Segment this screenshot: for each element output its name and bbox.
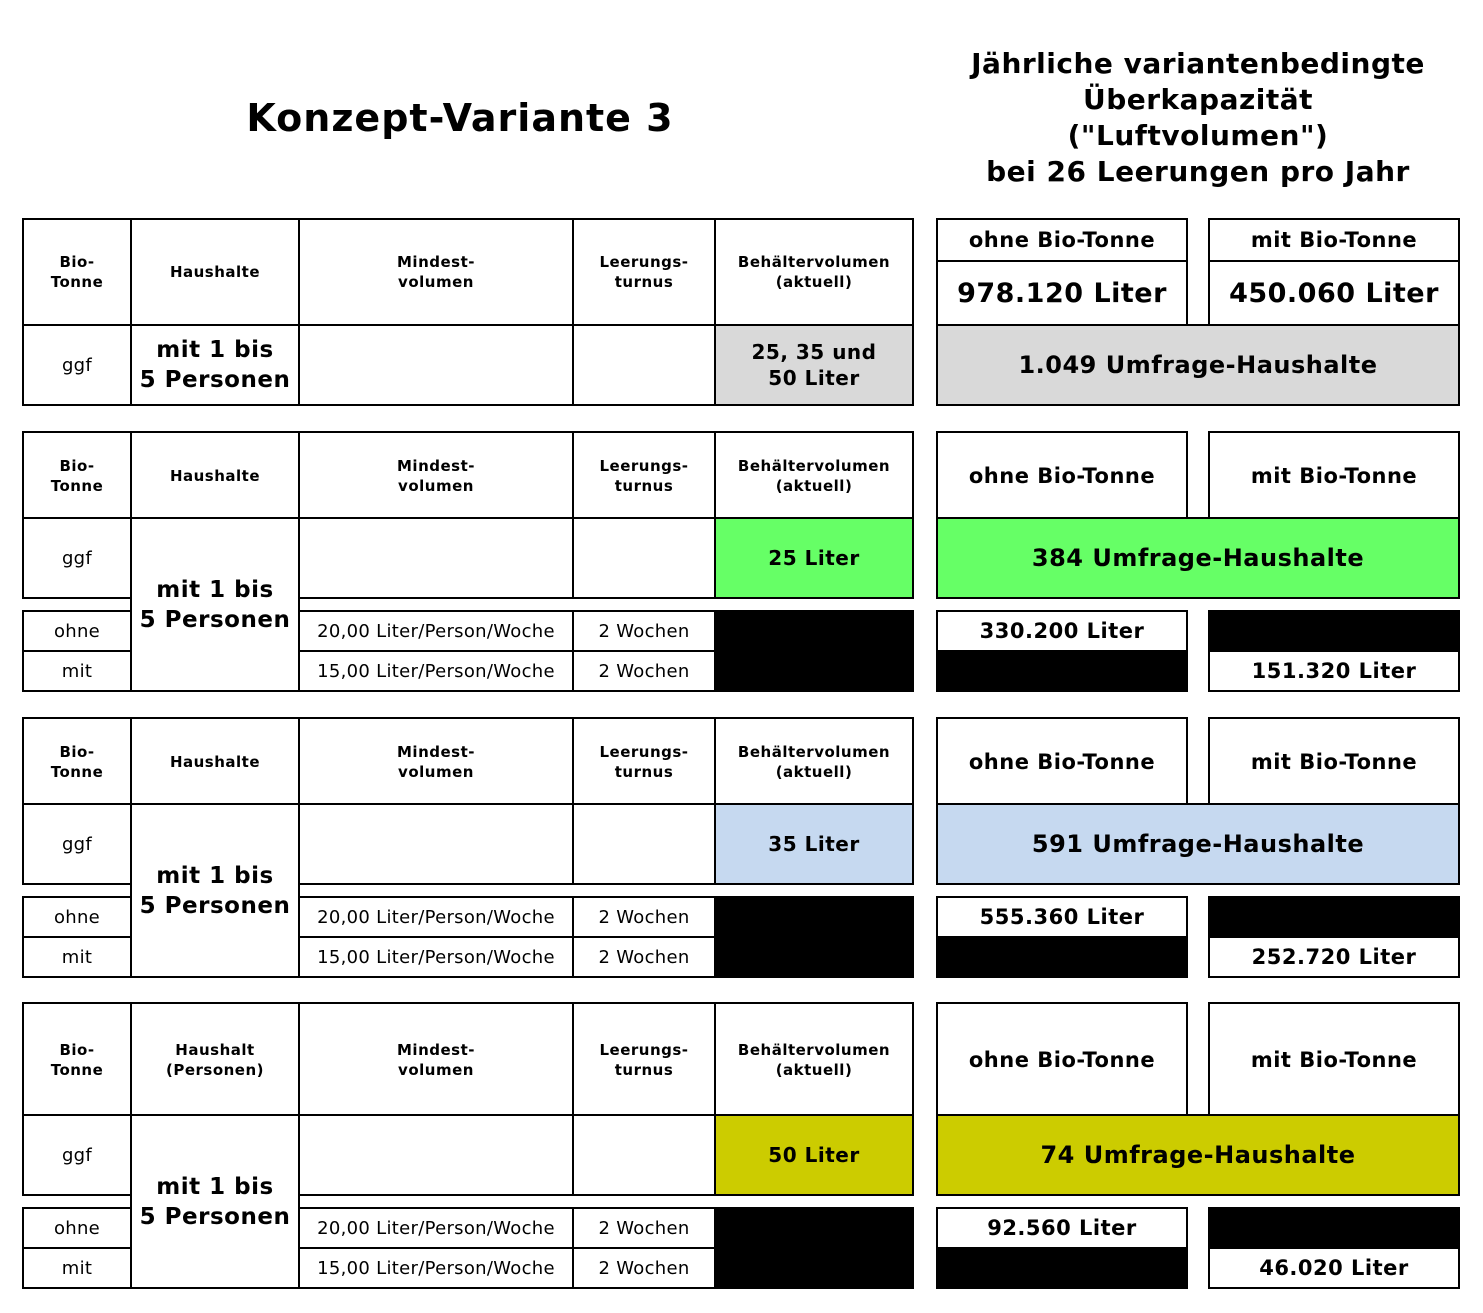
header-mit-bio: mit Bio-Tonne <box>1208 431 1460 520</box>
empty-cell <box>298 324 574 406</box>
minvol-cell: 20,00 Liter/Person/Woche <box>298 896 574 938</box>
minvol-cell: 15,00 Liter/Person/Woche <box>298 650 574 692</box>
volume-cell: 25, 35 und 50 Liter <box>714 324 914 406</box>
header-behaeltervolumen: Behältervolumen (aktuell) <box>714 1002 914 1117</box>
blacked-cell <box>1208 1207 1460 1249</box>
bio-cell: ggf <box>22 517 132 599</box>
capacity-heading-line: ("Luftvolumen") <box>1067 119 1329 152</box>
bio-mit-cell: mit <box>22 936 132 978</box>
households-count: 1.049 Umfrage-Haushalte <box>936 324 1460 406</box>
bio-cell: ggf <box>22 324 132 406</box>
mit-liter-value: 46.020 Liter <box>1208 1247 1460 1289</box>
capacity-heading-line: Überkapazität <box>1082 83 1314 116</box>
mit-liter-value: 151.320 Liter <box>1208 650 1460 692</box>
turnus-cell: 2 Wochen <box>572 1247 716 1289</box>
header-leerungsturnus: Leerungs- turnus <box>572 1002 716 1117</box>
header-mit-bio: mit Bio-Tonne <box>1208 218 1460 262</box>
header-ohne-bio: ohne Bio-Tonne <box>936 431 1188 520</box>
header-leerungsturnus: Leerungs- turnus <box>572 431 716 520</box>
header-haushalte: Haushalte <box>130 218 300 326</box>
turnus-cell: 2 Wochen <box>572 610 716 652</box>
empty-cell <box>572 324 716 406</box>
blacked-cell <box>714 610 914 692</box>
mit-liter-value: 252.720 Liter <box>1208 936 1460 978</box>
header-behaeltervolumen: Behältervolumen (aktuell) <box>714 431 914 520</box>
turnus-cell: 2 Wochen <box>572 1207 716 1249</box>
volume-cell: 25 Liter <box>714 517 914 599</box>
minvol-cell: 20,00 Liter/Person/Woche <box>298 1207 574 1249</box>
empty-cell <box>572 803 716 885</box>
capacity-heading-line: Jährliche variantenbedingte <box>971 47 1425 80</box>
households-count: 384 Umfrage-Haushalte <box>936 517 1460 599</box>
bio-cell: ggf <box>22 1114 132 1196</box>
turnus-cell: 2 Wochen <box>572 936 716 978</box>
header-ohne-bio: ohne Bio-Tonne <box>936 218 1188 262</box>
header-leerungsturnus: Leerungs- turnus <box>572 218 716 326</box>
persons-cell: mit 1 bis 5 Personen <box>130 1114 300 1289</box>
bio-ohne-cell: ohne <box>22 610 132 652</box>
blacked-cell <box>1208 896 1460 938</box>
turnus-cell: 2 Wochen <box>572 650 716 692</box>
empty-cell <box>298 517 574 599</box>
header-bio-tonne: Bio- Tonne <box>22 218 132 326</box>
total-mit-value: 450.060 Liter <box>1208 260 1460 326</box>
blacked-cell <box>936 1247 1188 1289</box>
ohne-liter-value: 555.360 Liter <box>936 896 1188 938</box>
bio-mit-cell: mit <box>22 1247 132 1289</box>
bio-cell: ggf <box>22 803 132 885</box>
empty-cell <box>572 1114 716 1196</box>
minvol-cell: 15,00 Liter/Person/Woche <box>298 936 574 978</box>
ohne-liter-value: 330.200 Liter <box>936 610 1188 652</box>
volume-cell: 50 Liter <box>714 1114 914 1196</box>
empty-cell <box>298 803 574 885</box>
header-behaeltervolumen: Behältervolumen (aktuell) <box>714 218 914 326</box>
header-haushalt-personen: Haushalt (Personen) <box>130 1002 300 1117</box>
blacked-cell <box>714 1207 914 1289</box>
header-mindestvolumen: Mindest- volumen <box>298 717 574 806</box>
blacked-cell <box>1208 610 1460 652</box>
empty-cell <box>298 1114 574 1196</box>
header-ohne-bio: ohne Bio-Tonne <box>936 1002 1188 1117</box>
ohne-liter-value: 92.560 Liter <box>936 1207 1188 1249</box>
header-haushalte: Haushalte <box>130 717 300 806</box>
households-count: 591 Umfrage-Haushalte <box>936 803 1460 885</box>
empty-cell <box>572 517 716 599</box>
header-mit-bio: mit Bio-Tonne <box>1208 1002 1460 1117</box>
persons-cell: mit 1 bis 5 Personen <box>130 803 300 978</box>
minvol-cell: 15,00 Liter/Person/Woche <box>298 1247 574 1289</box>
blacked-cell <box>936 936 1188 978</box>
blacked-cell <box>714 896 914 978</box>
bio-mit-cell: mit <box>22 650 132 692</box>
header-mindestvolumen: Mindest- volumen <box>298 218 574 326</box>
header-behaeltervolumen: Behältervolumen (aktuell) <box>714 717 914 806</box>
header-bio-tonne: Bio- Tonne <box>22 1002 132 1117</box>
bio-ohne-cell: ohne <box>22 1207 132 1249</box>
capacity-heading <box>940 46 1456 190</box>
capacity-heading-line: bei 26 Leerungen pro Jahr <box>986 155 1410 188</box>
page-title: Konzept-Variante 3 <box>246 96 674 140</box>
turnus-cell: 2 Wochen <box>572 896 716 938</box>
header-mit-bio: mit Bio-Tonne <box>1208 717 1460 806</box>
header-mindestvolumen: Mindest- volumen <box>298 1002 574 1117</box>
header-haushalte: Haushalte <box>130 431 300 520</box>
header-leerungsturnus: Leerungs- turnus <box>572 717 716 806</box>
total-ohne-value: 978.120 Liter <box>936 260 1188 326</box>
bio-ohne-cell: ohne <box>22 896 132 938</box>
header-ohne-bio: ohne Bio-Tonne <box>936 717 1188 806</box>
minvol-cell: 20,00 Liter/Person/Woche <box>298 610 574 652</box>
persons-cell: mit 1 bis 5 Personen <box>130 324 300 406</box>
header-bio-tonne: Bio- Tonne <box>22 717 132 806</box>
persons-cell: mit 1 bis 5 Personen <box>130 517 300 692</box>
volume-cell: 35 Liter <box>714 803 914 885</box>
blacked-cell <box>936 650 1188 692</box>
header-bio-tonne: Bio- Tonne <box>22 431 132 520</box>
header-mindestvolumen: Mindest- volumen <box>298 431 574 520</box>
households-count: 74 Umfrage-Haushalte <box>936 1114 1460 1196</box>
